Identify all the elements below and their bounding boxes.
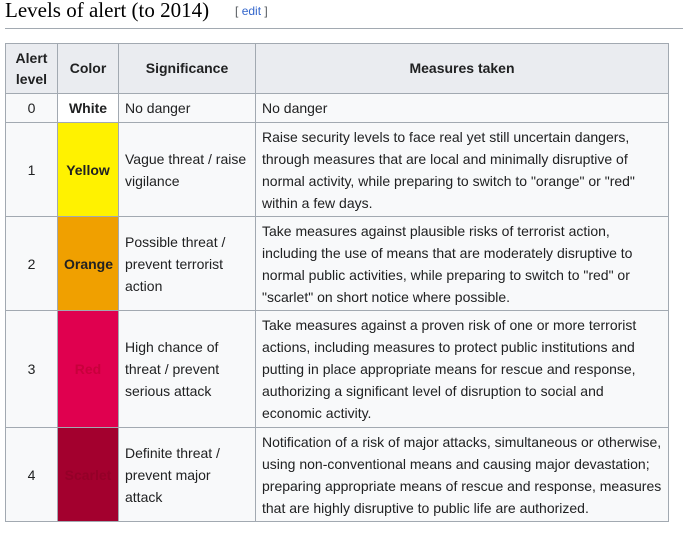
measures-cell: Take measures against a proven risk of one or more terrorist actions, including measures to protect public institutions and putting in place appropriate means for rescue and response, authorizing a significant level of disruption to social and economic activity. [256, 311, 669, 428]
alert-levels-table [5, 43, 669, 522]
significance-cell: High chance of threat / prevent serious attack [119, 311, 256, 428]
level-cell: 4 [6, 428, 58, 522]
table-row [6, 217, 669, 311]
edit-bracket-close: ] [264, 4, 268, 18]
table-row [6, 94, 669, 123]
section-title: Levels of alert (to 2014) [5, 0, 210, 22]
color-cell: Red [58, 311, 119, 428]
level-cell: 1 [6, 123, 58, 217]
color-cell: Yellow [58, 123, 119, 217]
color-cell: Orange [58, 217, 119, 311]
level-cell: 2 [6, 217, 58, 311]
edit-link[interactable]: edit [241, 4, 262, 18]
header-measures-taken: Measures taken [256, 44, 669, 94]
measures-cell: No danger [256, 94, 669, 123]
significance-cell: No danger [119, 94, 256, 123]
level-cell: 3 [6, 311, 58, 428]
edit-bracket-open: [ [235, 4, 239, 18]
level-cell: 0 [6, 94, 58, 123]
header-alert-level: Alert level [6, 44, 58, 94]
header-significance: Significance [119, 44, 256, 94]
significance-cell: Possible threat / prevent terrorist action [119, 217, 256, 311]
measures-cell: Raise security levels to face real yet still uncertain dangers, through measures that are local and minimally disruptive of normal activity, while preparing to switch to "orange" or "red" within a few days. [256, 123, 669, 217]
color-cell: White [58, 94, 119, 123]
measures-cell: Notification of a risk of major attacks, simultaneous or otherwise, using non-conventional means and causing major devastation; preparing appropriate means of rescue and response, measures that are highly disruptive to public life are authorized. [256, 428, 669, 522]
header-color: Color [58, 44, 119, 94]
significance-cell: Vague threat / raise vigilance [119, 123, 256, 217]
color-cell: Scarlet [58, 428, 119, 522]
edit-section [235, 4, 268, 18]
table-header-row [6, 44, 669, 94]
section-heading [5, 0, 683, 29]
table-row [6, 428, 669, 522]
measures-cell: Take measures against plausible risks of terrorist action, including the use of means that are moderately disruptive to normal public activities, while preparing to switch to "red" or "scarlet" on short notice where possible. [256, 217, 669, 311]
significance-cell: Definite threat / prevent major attack [119, 428, 256, 522]
table-row [6, 123, 669, 217]
table-row [6, 311, 669, 428]
